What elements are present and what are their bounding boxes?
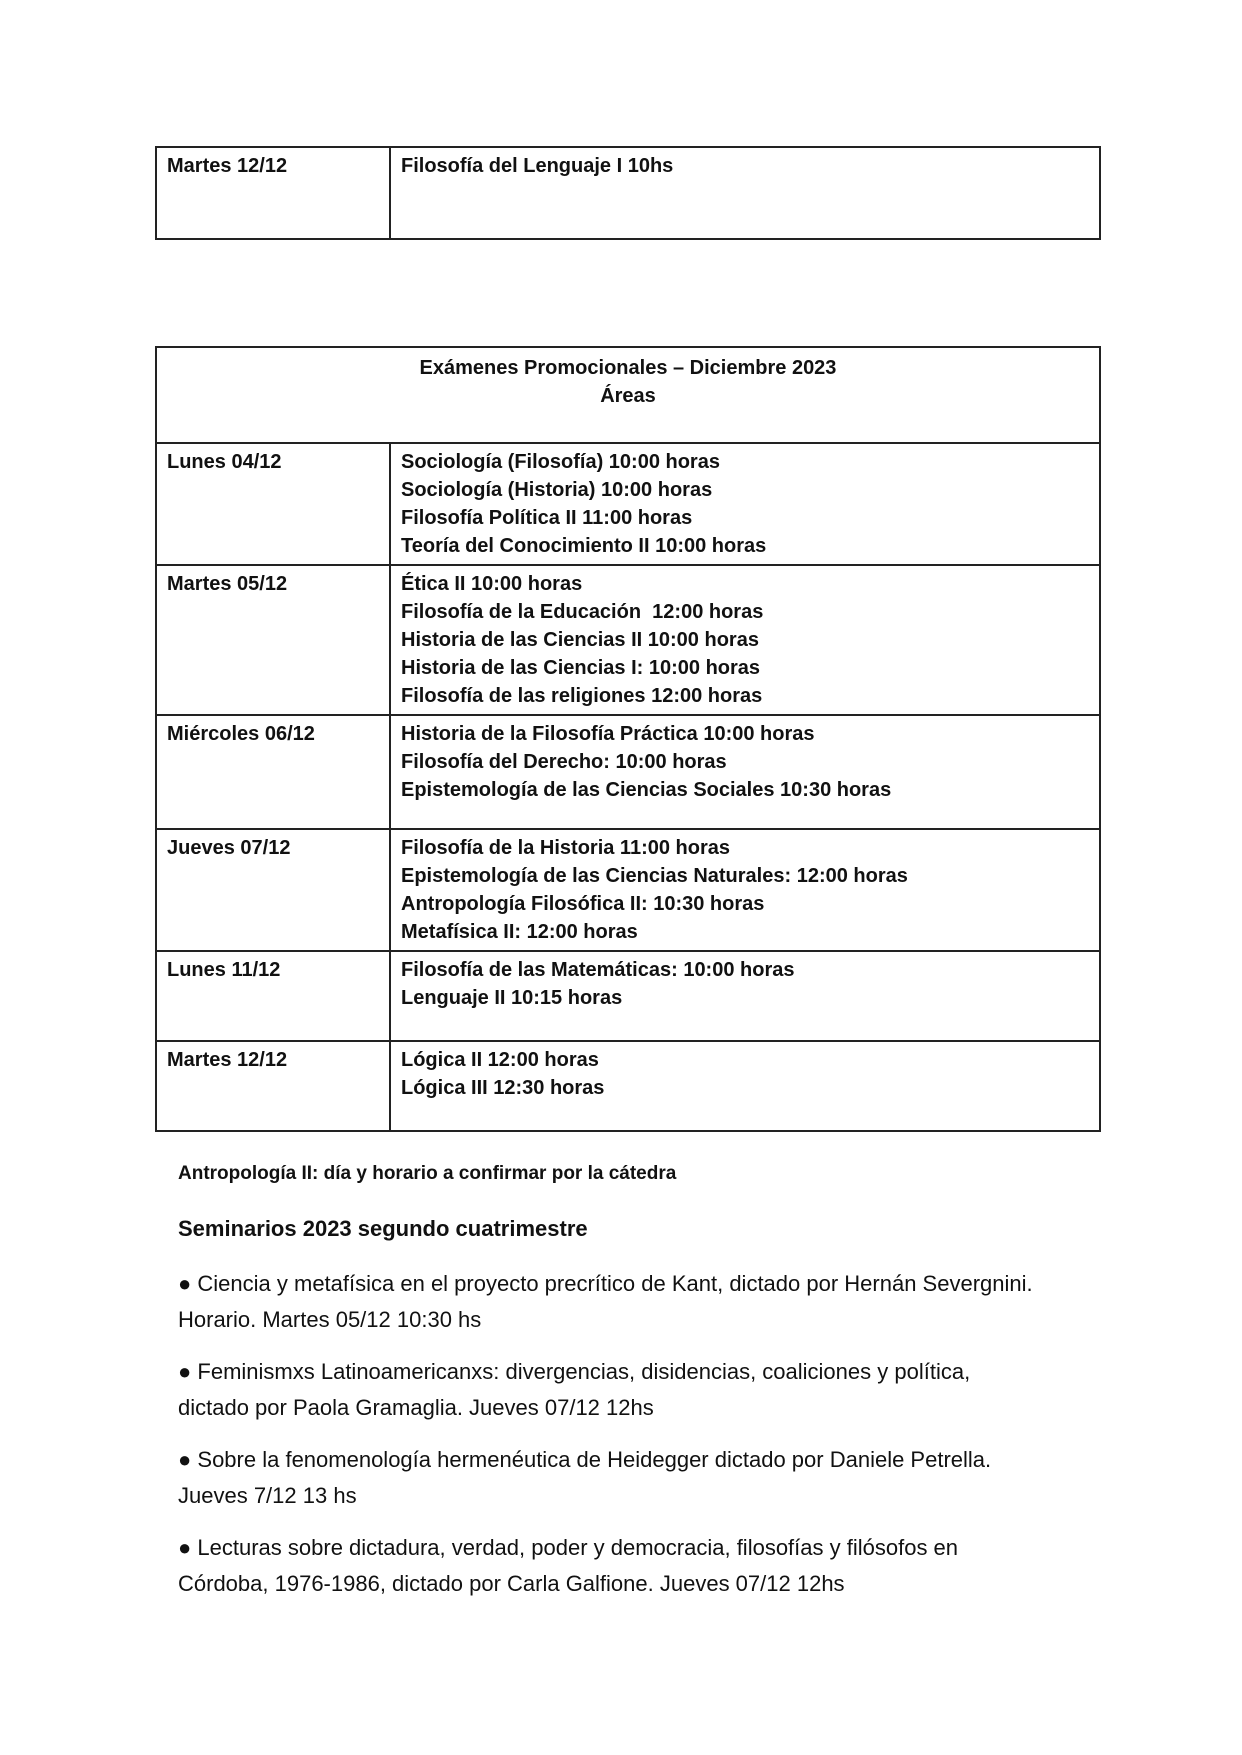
table-header — [156, 347, 1100, 443]
day-cell: Lunes 04/12 — [156, 443, 390, 565]
subjects-cell — [390, 951, 1100, 1041]
subjects-cell — [390, 829, 1100, 951]
subject-item: Historia de la Filosofía Práctica 10:00 horas — [401, 723, 815, 745]
day-cell: Jueves 07/12 — [156, 829, 390, 951]
subject-cell: Filosofía del Lenguaje I 10hs — [390, 147, 1100, 239]
seminar-line: Jueves 7/12 13 hs — [178, 1483, 357, 1508]
subject-item: Filosofía del Derecho: 10:00 horas — [401, 751, 727, 773]
subjects-cell — [390, 715, 1100, 829]
subject-item: Epistemología de las Ciencias Sociales 10:30 horas — [401, 779, 892, 801]
schedule-table-top — [155, 146, 1101, 240]
subject-item: Epistemología de las Ciencias Naturales: 12:00 horas — [401, 865, 908, 887]
subject-item: Filosofía de las religiones 12:00 horas — [401, 685, 763, 707]
subject-item: Sociología (Filosofía) 10:00 horas — [401, 451, 720, 473]
promo-exams-table — [155, 346, 1101, 1132]
seminars-title: Seminarios 2023 segundo cuatrimestre — [178, 1216, 588, 1241]
seminar-line: Córdoba, 1976-1986, dictado por Carla Galfione. Jueves 07/12 12hs — [178, 1571, 845, 1596]
subject-item: Sociología (Historia) 10:00 horas — [401, 479, 713, 501]
subject-item: Historia de las Ciencias I: 10:00 horas — [401, 657, 761, 679]
subjects-cell — [390, 1041, 1100, 1131]
subject-item: Lógica III 12:30 horas — [401, 1077, 605, 1099]
subject-item: Metafísica II: 12:00 horas — [401, 921, 638, 943]
table-row — [156, 829, 1100, 951]
table-row — [156, 1041, 1100, 1131]
day-cell: Miércoles 06/12 — [156, 715, 390, 829]
subject-item: Filosofía de la Historia 11:00 horas — [401, 837, 731, 859]
seminar-line: ● Sobre la fenomenología hermenéutica de Heidegger dictado por Daniele Petrella. — [178, 1447, 992, 1472]
seminar-line: Horario. Martes 05/12 10:30 hs — [178, 1307, 482, 1332]
table-row — [156, 715, 1100, 829]
subject-item: Filosofía Política II 11:00 horas — [401, 507, 693, 529]
subject-item: Historia de las Ciencias II 10:00 horas — [401, 629, 759, 651]
table-row — [156, 565, 1100, 715]
subject-item: Filosofía de las Matemáticas: 10:00 horas — [401, 959, 795, 981]
subject-item: Antropología Filosófica II: 10:30 horas — [401, 893, 765, 915]
day-cell: Martes 12/12 — [156, 1041, 390, 1131]
day-cell: Martes 05/12 — [156, 565, 390, 715]
table-header-row — [156, 347, 1100, 443]
subject-item: Lenguaje II 10:15 horas — [401, 987, 623, 1009]
subject-item: Ética II 10:00 horas — [401, 573, 583, 595]
subject-item: Teoría del Conocimiento II 10:00 horas — [401, 535, 767, 557]
seminar-item — [178, 1266, 1098, 1338]
seminar-item — [178, 1530, 1098, 1602]
table-title: Exámenes Promocionales – Diciembre 2023 — [419, 357, 837, 379]
subjects-cell — [390, 443, 1100, 565]
anthropology-note: Antropología II: día y horario a confirmar por la cátedra — [178, 1163, 677, 1184]
day-cell: Martes 12/12 — [156, 147, 390, 239]
seminar-line: ● Lecturas sobre dictadura, verdad, poder y democracia, filosofías y filósofos en — [178, 1535, 959, 1560]
seminar-line: dictado por Paola Gramaglia. Jueves 07/12 12hs — [178, 1395, 654, 1420]
seminar-item — [178, 1354, 1098, 1426]
table-row — [156, 147, 1100, 239]
subjects-cell — [390, 565, 1100, 715]
subject-item: Filosofía de la Educación 12:00 horas — [401, 601, 764, 623]
subject-item: Lógica II 12:00 horas — [401, 1049, 599, 1071]
seminar-item — [178, 1442, 1098, 1514]
table-row — [156, 951, 1100, 1041]
seminar-line: ● Feminismxs Latinoamericanxs: divergencias, disidencias, coaliciones y política, — [178, 1359, 971, 1384]
seminar-line: ● Ciencia y metafísica en el proyecto precrítico de Kant, dictado por Hernán Severgnini. — [178, 1271, 1033, 1296]
day-cell: Lunes 11/12 — [156, 951, 390, 1041]
table-subtitle: Áreas — [600, 385, 656, 407]
table-row — [156, 443, 1100, 565]
